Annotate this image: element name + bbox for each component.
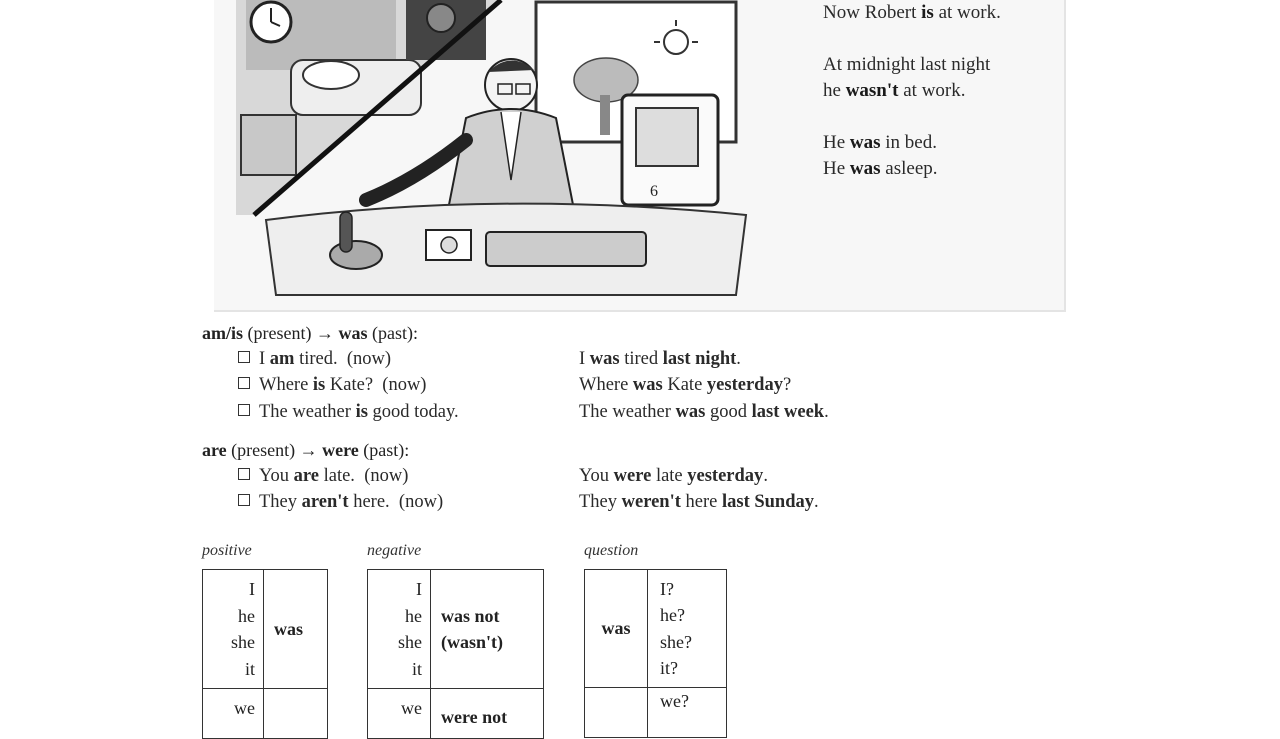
joystick-icon: [330, 241, 382, 269]
negative-label: negative: [367, 542, 422, 559]
checkbox-icon: [238, 468, 250, 480]
narration-line-3: he wasn't at work.: [823, 80, 966, 101]
example-past-2: Where was Kate yesterday?: [579, 375, 792, 395]
rule-are-heading: are (present) → were (past):: [202, 440, 410, 460]
positive-label: positive: [202, 542, 252, 559]
example-past-5: They weren't here last Sunday.: [579, 492, 819, 512]
verb-cell: was: [585, 570, 648, 688]
example-present-3: The weather is good today.: [238, 402, 459, 423]
narration-line-2: At midnight last night: [823, 54, 991, 75]
verb-cell: was: [264, 570, 328, 689]
question-label: question: [584, 542, 639, 559]
narration-line-1: Now Robert is at work.: [823, 2, 1001, 23]
example-present-2: Where is Kate? (now): [238, 375, 426, 396]
pronoun-cell: we: [203, 689, 264, 739]
pronoun-cell: I he she it: [203, 570, 264, 689]
checkbox-icon: [238, 404, 250, 416]
example-past-3: The weather was good last week.: [579, 402, 829, 422]
example-present-1: I am tired. (now): [238, 349, 391, 370]
checkbox-icon: [238, 351, 250, 363]
example-past-4: You were late yesterday.: [579, 466, 768, 486]
pronoun-cell: I? he? she? it?: [648, 570, 727, 688]
verb-cell: were not: [431, 689, 544, 739]
narration-line-4: He was in bed.: [823, 132, 937, 153]
pronoun-cell: I he she it: [368, 570, 431, 689]
keyboard-icon: [486, 232, 646, 266]
example-present-4: You are late. (now): [238, 466, 408, 487]
checkbox-icon: [238, 377, 250, 389]
pronoun-cell: we?: [648, 688, 727, 738]
verb-cell: was not (wasn't): [431, 570, 544, 689]
example-past-1: I was tired last night.: [579, 349, 741, 369]
question-table: [584, 569, 727, 738]
example-present-5: They aren't here. (now): [238, 492, 443, 513]
positive-table: [202, 569, 328, 739]
checkbox-icon: [238, 494, 250, 506]
negative-table: [367, 569, 544, 739]
narration-line-5: He was asleep.: [823, 158, 938, 179]
robert-at-work-illustration: [236, 0, 756, 300]
pronoun-cell: we: [368, 689, 431, 739]
monitor-label: 6: [650, 183, 658, 200]
rule-am-is-heading: am/is (present) → was (past):: [202, 323, 418, 343]
